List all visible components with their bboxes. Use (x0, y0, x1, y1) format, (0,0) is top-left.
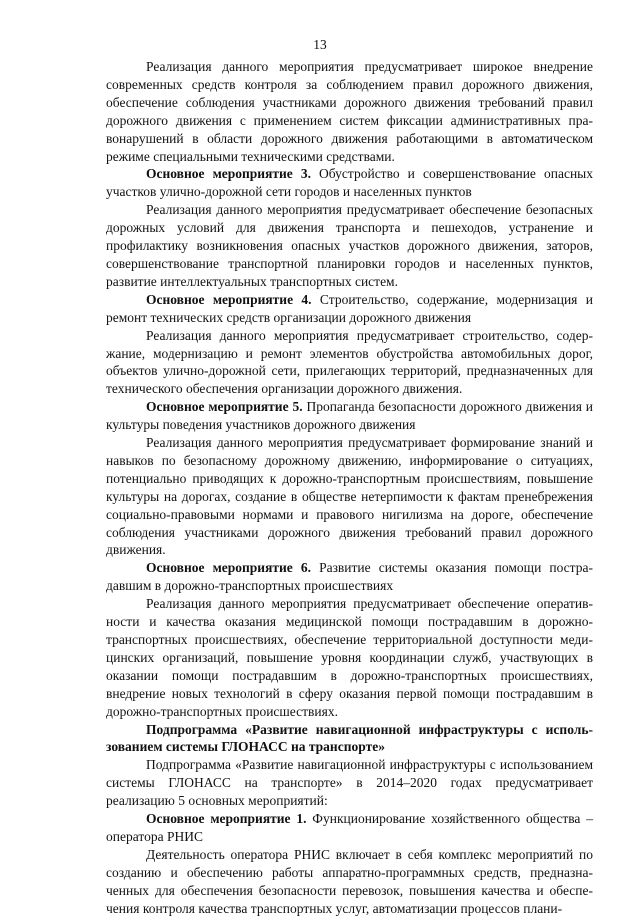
paragraph-heading: Основное мероприятие 4. Строительство, содержание, модернизация и ремонт технических средств организации дорожного движения (106, 291, 593, 325)
paragraph: Реализация данного мероприятия предусматривает обеспечение оперативности и качества оказания медицинской помощи пострадавшим в дорожно-транспортных происшествиях, обеспечение территориальной доступности медицинских организаций, повышение уровня координации служб, участвующих в оказании помощи пострадавшим в дорожно-транспортных происшествиях, внедрение новых технологий в сферу оказания первой помощи пострадавшим в дорожно-транспортных происшествиях. (106, 596, 593, 719)
subprogram-heading: Подпрограмма «Развитие навигационной инфраструктуры с использованием системы ГЛОНАСС на транспорте» (106, 721, 593, 755)
paragraph-heading: Основное мероприятие 6. Развитие системы оказания помощи пострадавшим в дорожно-транспортных происшествиях (106, 560, 593, 594)
paragraph: Реализация данного мероприятия предусматривает строительство, содержание, модернизацию и ремонт элементов обустройства автомобильных дорог, объектов улично-дорожной сети, прилегающих территорий, предназначенных для технического обеспечения организации дорожного движения. (106, 327, 593, 397)
paragraph: Реализация данного мероприятия предусматривает широкое внедрение современных средств контроля за соблюдением правил дорожного движения, обеспечение соблюдения участниками дорожного движения требований правил дорожного движения с применением систем фиксации административных правонарушений в области дорожного движения работающими в автоматическом режиме специальными техническими средствами. (106, 59, 593, 164)
document-body (106, 58, 593, 918)
paragraph: Деятельность оператора РНИС включает в себя комплекс мероприятий по созданию и обеспечению работы аппаратно-программных средств, предназначенных для обеспечения безопасности перевозок, повышения качества и обеспечения контроля качества транспортных услуг, автоматизации процессов плани- (106, 846, 593, 916)
paragraph-heading: Основное мероприятие 3. Обустройство и совершенствование опасных участков улично-дорожной сети городов и населенных пунктов (106, 166, 593, 200)
paragraph-heading: Основное мероприятие 5. Пропаганда безопасности дорожного движения и культуры поведения участников дорожного движения (106, 399, 593, 433)
page-number: 13 (313, 37, 327, 52)
paragraph: Реализация данного мероприятия предусматривает формирование знаний и навыков по безопасному дорожному движению, информирование о ситуациях, потенциально приводящих к дорожно-транспортным происшествиям, повышение культуры на дорогах, создание в обществе нетерпимости к фактам пренебрежения социально-правовыми нормами и правового нигилизма на дороге, обеспечение соблюдения участниками дорожного движения требований правил дорожного движения. (106, 435, 593, 558)
paragraph: Подпрограмма «Развитие навигационной инфраструктуры с использованием системы ГЛОНАСС на транспорте» в 2014–2020 годах предусматривает реализацию 5 основных мероприятий: (106, 757, 593, 809)
paragraph: Реализация данного мероприятия предусматривает обеспечение безопасных дорожных условий для движения транспорта и пешеходов, устранение и профилактику возникновения опасных участков дорожного движения, заторов, совершенствование транспортной планировки городов и населенных пунктов, развитие интеллектуальных транспортных систем. (106, 202, 593, 289)
paragraph-heading: Основное мероприятие 1. Функционирование хозяйственного общества – оператора РНИС (106, 811, 593, 844)
